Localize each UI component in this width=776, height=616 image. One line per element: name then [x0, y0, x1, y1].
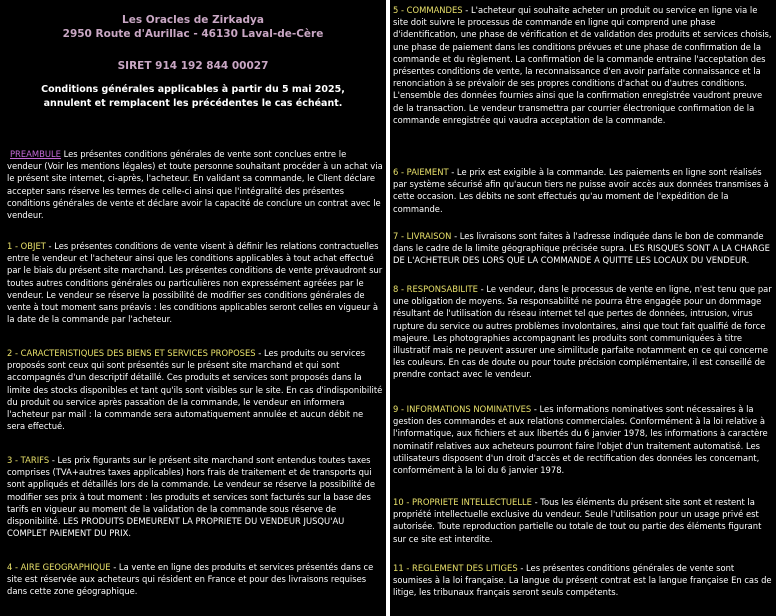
- section-reglement-litiges: [393, 562, 773, 599]
- commandes-body: - L'acheteur qui souhaite acheter un produit ou service en ligne via le site doit suivre le processus de commande en ligne qui comprend une phase d'identification, une phase de vérification et de validation des produits et services choisis, une phase de paiement dans les conditions prévues et une phase de confirmation de la commande et du règlement. La confirmation de la commande entraine l'acceptation des présentes conditions de vente, la reconnaissance d'en avoir parfaite connaissance et la renonciation à se prévaloir de ses propres conditions d'achat ou d'autres conditions. L'ensemble des données fournies ainsi que la confirmation enregistrée vaudront preuve de la transaction. Le vendeur transmettra par courrier électronique confirmation de la commande enregistrée qui vaudra acceptation de la commande.: [393, 5, 772, 125]
- section-responsabilite: [393, 283, 773, 381]
- section-caracteristiques: [7, 347, 383, 432]
- section-livraison: [393, 230, 773, 267]
- left-column: [0, 0, 386, 616]
- litiges-body: - Les présentes conditions générales de vente sont soumises à la loi française. La langue du présent contrat est la langue française En cas de litige, les tribunaux français seront seuls compétents.: [393, 563, 772, 598]
- propriete-title: 10 - PROPRIETE INTELLECTUELLE: [393, 497, 532, 507]
- tarifs-body: - Les prix figurants sur le présent site marchand sont entendus toutes taxes comprises (TVA+autres taxes applicables) hors frais de traitement et de transports qui sont appliqués et détaillés lors de la commande. Le vendeur se réserve la possibilité de modifier ses prix à tout moment : les produits et services sont facturés sur la base des tarifs en vigueur au moment de la validation de la commande sous réserve de disponibilité. LES PRODUITS DEMEURENT LA PROPRIETE DU VENDEUR JUSQU'AU COMPLET PAIEMENT DU PRIX.: [7, 455, 375, 539]
- responsabilite-title: 8 - RESPONSABILITE: [393, 284, 478, 294]
- informations-title: 9 - INFORMATIONS NOMINATIVES: [393, 404, 532, 414]
- preambule-title: PREAMBULE: [10, 149, 61, 159]
- section-aire-geographique: [7, 561, 383, 598]
- section-tarifs: [7, 454, 383, 539]
- tarifs-title: 3 - TARIFS: [7, 455, 50, 465]
- objet-body: - Les présentes conditions de vente visent à définir les relations contractuelles entre le vendeur et l'acheteur ainsi que les conditions applicables à tout achat effectué par le biais du présent site marchand. Les présentes conditions de vente prévaudront sur toutes autres conditions générales ou particulières non expressément agréées par le vendeur. Le vendeur se réserve la possibilité de modifier ses conditions générales de vente à tout moment sans préavis : les conditions applicables seront celles en vigueur à la date de la commande par l'acheteur.: [7, 241, 383, 325]
- right-column: [390, 0, 776, 616]
- preambule-paragraph: [7, 148, 383, 221]
- conditions-date: Conditions générales applicables à partir du 5 mai 2025,: [41, 84, 345, 95]
- aire-title: 4 - AIRE GEOGRAPHIQUE: [7, 562, 111, 572]
- informations-body: - Les informations nominatives sont nécessaires à la gestion des commandes et aux relations commerciales. Conformément à la loi relative à l'informatique, aux fichiers et aux libertés du 6 janvier 1978, les informations à caractère nominatif relatives aux acheteurs pourront faire l'objet d'un traitement automatisé. Les utilisateurs disposent d'un droit d'accès et de rectification des données les concernant, conformément à la loi du 6 janvier 1978.: [393, 404, 768, 476]
- responsabilite-body: - Le vendeur, dans le processus de vente en ligne, n'est tenu que par une obligation de moyens. Sa responsabilité ne pourra être engagée pour un dommage résultant de l'utilisation du réseau internet tel que pertes de données, intrusion, virus rupture du service ou autres problèmes involontaires, ainsi que tout fait qualifié de force majeure. Les photographies accompagnant les produits sont communiquées à titre illustratif mais ne peuvent assurer une similitude parfaite notamment en ce qui concerne les couleurs. En cas de doute ou pour toute précision complémentaire, il est conseillé de prendre contact avec le vendeur.: [393, 284, 772, 380]
- siret-number: SIRET 914 192 844 00027: [117, 60, 269, 72]
- objet-title: 1 - OBJET: [7, 241, 46, 251]
- aire-body: - La vente en ligne des produits et services présentés dans ce site est réservée aux acheteurs qui résident en France et pour des livraisons requises dans cette zone géographique.: [7, 562, 374, 597]
- conditions-replace: annulent et remplacent les précédentes le cas échéant.: [43, 98, 343, 109]
- paiement-title: 6 - PAIEMENT: [393, 167, 449, 177]
- section-propriete-intellectuelle: [393, 496, 773, 545]
- section-objet: [7, 240, 383, 325]
- commandes-title: 5 - COMMANDES: [393, 5, 463, 15]
- caracteristiques-title: 2 - CARACTERISTIQUES DES BIENS ET SERVICES PROPOSES: [7, 348, 256, 358]
- livraison-body: - Les livraisons sont faites à l'adresse indiquée dans le bon de commande dans le cadre de la limite géographique précisée supra. LES RISQUES SONT A LA CHARGE DE L'ACHETEUR DES LORS QUE LA COMMANDE A QUITTE LES LOCAUX DU VENDEUR.: [393, 231, 770, 266]
- company-address: 2950 Route d'Aurillac - 46130 Laval-de-Cère: [62, 28, 324, 40]
- company-name: Les Oracles de Zirkadya: [122, 14, 264, 26]
- section-informations-nominatives: [393, 403, 773, 476]
- preambule-body: Les présentes conditions générales de vente sont conclues entre le vendeur (Voir les mentions légales) et toute personne souhaitant procéder à un achat via le présent site internet, ci-après, l'acheteur. En validant sa commande, le Client déclare accepter sans réserve les termes de celle-ci ainsi que l'intégralité des présentes conditions générales de vente et déclare avoir la capacité de conclure un contrat avec le vendeur.: [7, 149, 383, 221]
- section-commandes: [393, 4, 773, 126]
- litiges-title: 11 - REGLEMENT DES LITIGES: [393, 563, 518, 573]
- paiement-body: - Le prix est exigible à la commande. Les paiements en ligne sont réalisés par système sécurisé afin qu'aucun tiers ne puisse avoir accès aux données transmises à cette occasion. Les débits ne sont effectués qu'au moment de l'expédition de la commande.: [393, 167, 769, 214]
- section-paiement: [393, 166, 773, 215]
- caracteristiques-body: - Les produits ou services proposés sont ceux qui sont présentés sur le présent site marchand et qui sont accompagnés d'un descriptif détaillé. Ces produits et services sont proposés dans la limite des stocks disponibles et tant qu'ils sont visibles sur le site. En cas d'indisponibilité du produit ou service après passation de la commande, le vendeur en informera l'acheteur par mail : la commande sera automatiquement annulée et aucun débit ne sera effectué.: [7, 348, 383, 432]
- livraison-title: 7 - LIVRAISON: [393, 231, 452, 241]
- propriete-body: - Tous les éléments du présent site sont et restent la propriété intellectuelle exclusive du vendeur. Seule l'utilisation pour un usage privé est autorisée. Toute reproduction partielle ou totale de tout ou partie des éléments figurant sur ce site est interdite.: [393, 497, 762, 544]
